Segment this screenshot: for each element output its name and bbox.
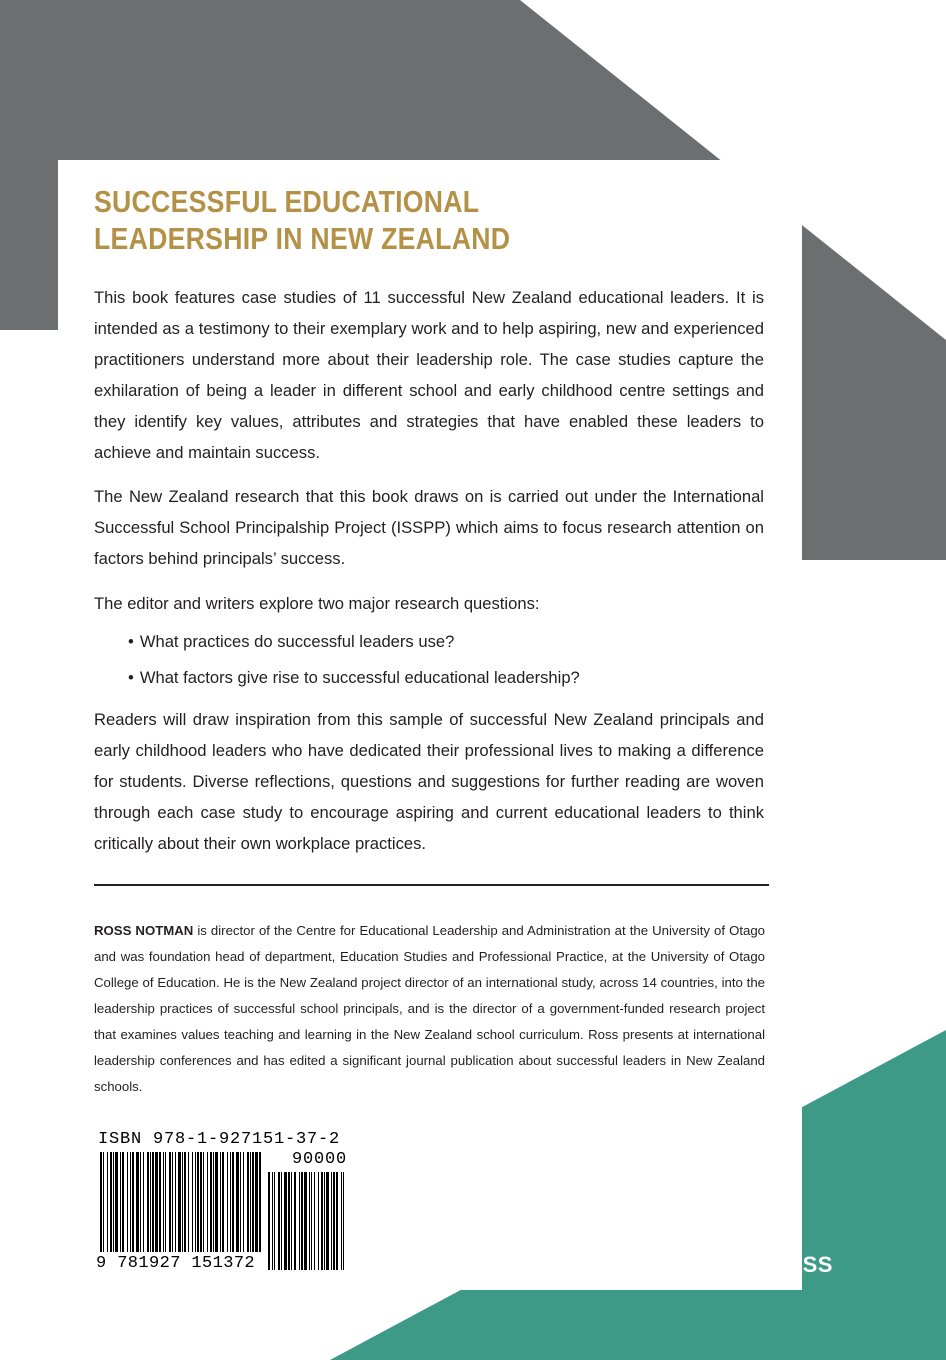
book-title [94,183,610,257]
barcode-bar [207,1152,208,1252]
barcode-bar [252,1152,254,1252]
barcode-addon-bar [274,1172,275,1270]
barcode-bar [215,1152,218,1252]
barcode-bar [240,1152,241,1252]
barcode-bar [132,1152,134,1252]
barcode-addon-bar [272,1172,273,1270]
barcode-bar [213,1152,214,1252]
description-paragraph-1: This book features case studies of 11 successful New Zealand educational leaders. It is intended as a testimony to their exemplary work and to help aspiring, new and experienced practitioners understand more about their leadership role. The case studies capture the exhilaration of being a leader in different school and early childhood centre settings and they identify key values, attributes and strategies that have enabled these leaders to achieve and maintain success. [94,288,764,462]
barcode-bar [155,1152,158,1252]
barcode-bar [163,1152,164,1252]
barcode-bar [255,1152,258,1252]
barcode-bar [103,1152,104,1252]
barcode-bar [188,1152,189,1252]
barcode-addon-bar [294,1172,296,1270]
barcode-bar [195,1152,196,1252]
barcode-addon-bar [268,1172,270,1270]
list-item [128,660,580,696]
barcode-bar [184,1152,186,1252]
barcode-bar [247,1152,249,1252]
barcode-bar [130,1152,131,1252]
barcode-addon-bar [278,1172,280,1270]
barcode-addon-bar [301,1172,303,1270]
barcode-bar [113,1152,114,1252]
title-line-2: LEADERSHIP IN NEW ZEALAND [94,221,511,256]
barcode-addon-bar [284,1172,287,1270]
bullet-icon: • [128,668,134,687]
description-paragraph-3: The editor and writers explore two major research questions: [94,594,540,613]
barcode-addon-bar [318,1172,319,1270]
barcode-bar [182,1152,183,1252]
barcode-addon-bar [281,1172,282,1270]
barcode-bar [220,1152,221,1252]
bullet-icon: • [128,632,134,651]
barcode-addon-bar [326,1172,329,1270]
barcode-bar [210,1152,212,1252]
barcode-bar [172,1152,173,1252]
research-questions-list [128,624,580,696]
barcode-bar [250,1152,251,1252]
barcode-bar [140,1152,141,1252]
barcode-bar [227,1152,228,1252]
barcode-bar [203,1152,204,1252]
barcode-bar [192,1152,193,1252]
barcode-addon-bar [321,1172,323,1270]
isbn-label: ISBN 978-1-927151-37-2 [98,1130,341,1149]
barcode-bar [115,1152,118,1252]
barcode-bar [127,1152,128,1252]
barcode-bar [230,1152,231,1252]
barcode-addon-bar [341,1172,342,1270]
barcode-addon-bar [324,1172,325,1270]
author-bio-text: is director of the Centre for Educational Leadership and Administration at the University of Otago and was foundation head of department, Education Studies and Professional Practice, at the University of Otago College of Education. He is the New Zealand project director of an international study, across 14 countries, into the leadership practices of successful school principals, and is the director of a government-funded research project that examines values teaching and learning in the New Zealand school curriculum. Ross presents at international leadership conferences and has edited a significant journal publication about successful leaders in New Zealand schools. [94,923,766,1094]
barcode-addon-bar [304,1172,307,1270]
barcode-bar [169,1152,171,1252]
barcode-bar [200,1152,202,1252]
barcode-bar [175,1152,176,1252]
barcode-addon-bar [331,1172,332,1270]
publisher-mark [662,1208,842,1288]
barcode-addon-bar [336,1172,338,1270]
description-paragraph-4: Readers will draw inspiration from this sample of successful New Zealand principals and early childhood leaders who have dedicated their professional lives to making a difference for students. Diverse reflections, questions and suggestions for further reading are woven through each case study to encourage aspiring and current educational leaders to think critically about their own workplace practices. [94,710,764,853]
divider [94,884,769,886]
barcode-addon-bar [311,1172,312,1270]
spiral-wave-logo-icon [708,1208,800,1240]
barcode-bar [243,1152,244,1252]
barcode-bar [136,1152,139,1252]
barcode-bar [165,1152,166,1252]
barcode-bar [147,1152,149,1252]
author-bio [94,918,765,1100]
barcode-bar [197,1152,199,1252]
barcode-bar [178,1152,181,1252]
barcode-addon-bar [309,1172,310,1270]
barcode-bar [232,1152,234,1252]
list-item-text: What practices do successful leaders use? [139,632,455,651]
list-item-text: What factors give rise to successful educational leadership? [139,668,580,687]
barcode-addon-bar [333,1172,335,1270]
barcode-bar [222,1152,224,1252]
barcode-bar [122,1152,124,1252]
barcode-bar [110,1152,112,1252]
description-paragraph-2: The New Zealand research that this book draws on is carried out under the International Successful School Principalship Project (ISSPP) which aims to focus research attention on factors behind principals’ success. [94,487,764,568]
barcode-bar [152,1152,154,1252]
barcode-bar [100,1152,102,1252]
ean-digits: 9 781927 151372 [96,1254,256,1273]
barcode-addon-bar [343,1172,344,1270]
author-name: ROSS NOTMAN [94,923,194,938]
barcode-addon-bar [291,1172,292,1270]
barcode-bar [259,1152,261,1252]
barcode-addon-bar [314,1172,315,1270]
barcode-bar [120,1152,121,1252]
price-code: 90000 [292,1150,348,1169]
barcode [96,1130,366,1290]
barcode-addon-bar [288,1172,290,1270]
barcode-bar [150,1152,151,1252]
barcode-bar [107,1152,108,1252]
publisher-name: NZCER PRESS [671,1252,833,1277]
barcode-bar [236,1152,239,1252]
barcode-bar [143,1152,144,1252]
title-line-1: SUCCESSFUL EDUCATIONAL [94,184,480,219]
list-item [128,624,580,660]
barcode-bar [159,1152,161,1252]
barcode-addon-bar [299,1172,300,1270]
